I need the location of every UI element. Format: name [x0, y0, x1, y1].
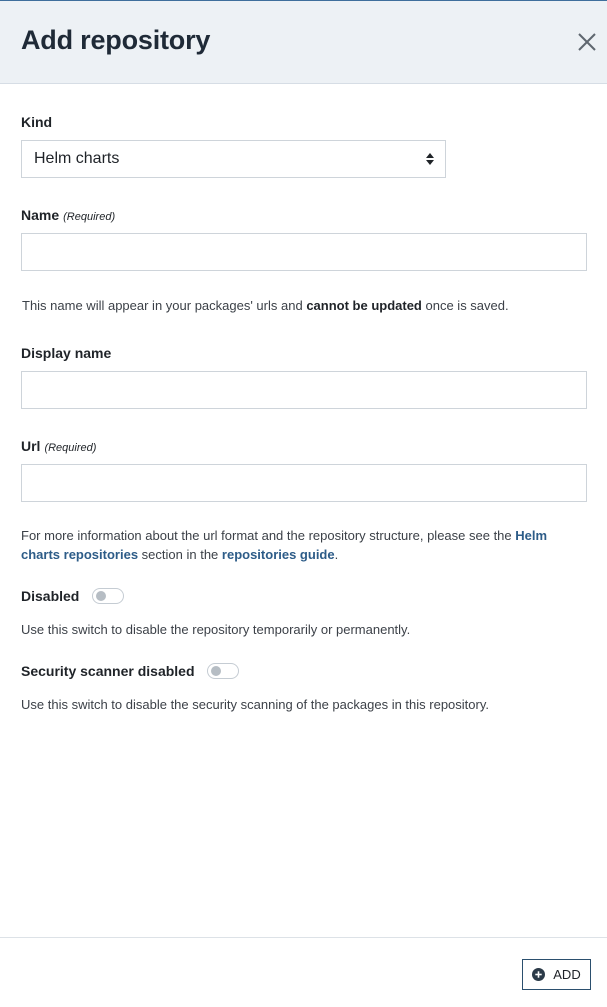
- display-name-input[interactable]: [21, 371, 587, 409]
- url-help-end: .: [334, 547, 339, 562]
- url-input[interactable]: [21, 464, 587, 502]
- name-required-hint: (Required): [63, 211, 116, 223]
- scanner-disabled-label: Security scanner disabled: [21, 662, 195, 679]
- disabled-row: [21, 587, 124, 607]
- url-label-text: Url: [21, 438, 41, 454]
- url-help-text: [21, 526, 587, 564]
- name-help-prefix: This name will appear in your packages' urls and: [22, 298, 303, 313]
- url-required-hint: (Required): [44, 442, 97, 454]
- modal-header: [0, 1, 607, 84]
- disabled-help-text: Use this switch to disable the repository temporarily or permanently.: [21, 622, 411, 637]
- add-button-label: ADD: [553, 967, 581, 982]
- modal-footer: [0, 937, 607, 1007]
- select-arrows-icon: [426, 153, 434, 165]
- close-icon: [574, 29, 600, 55]
- disabled-switch[interactable]: [92, 588, 124, 604]
- repositories-guide-link[interactable]: repositories guide: [221, 547, 335, 562]
- disabled-switch-knob: [96, 591, 106, 601]
- disabled-label: Disabled: [21, 587, 80, 604]
- name-help-suffix: once is saved.: [425, 298, 509, 313]
- name-input[interactable]: [21, 233, 587, 271]
- add-button[interactable]: [522, 959, 591, 990]
- url-help-middle: section in the: [141, 547, 219, 562]
- scanner-disabled-row: [21, 662, 239, 682]
- kind-label: Kind: [21, 114, 53, 130]
- name-help-bold: cannot be updated: [306, 298, 422, 313]
- scanner-disabled-switch[interactable]: [207, 663, 239, 679]
- modal-title: Add repository: [21, 25, 211, 55]
- display-name-label: Display name: [21, 345, 112, 361]
- name-help-text: [22, 296, 588, 315]
- kind-select[interactable]: [21, 140, 446, 178]
- close-button[interactable]: [574, 29, 600, 55]
- scanner-disabled-help-text: Use this switch to disable the security scanning of the packages in this repository.: [21, 697, 489, 712]
- kind-select-value: Helm charts: [34, 150, 120, 167]
- url-help-prefix: For more information about the url format and the repository structure, please see the: [21, 528, 512, 543]
- helm-charts-repositories-link[interactable]: Helm charts repositories: [21, 528, 548, 562]
- name-label-text: Name: [21, 207, 60, 223]
- plus-circle-icon: [532, 968, 545, 981]
- url-label: [21, 438, 96, 454]
- scanner-disabled-switch-knob: [211, 666, 221, 676]
- name-label: [21, 207, 115, 223]
